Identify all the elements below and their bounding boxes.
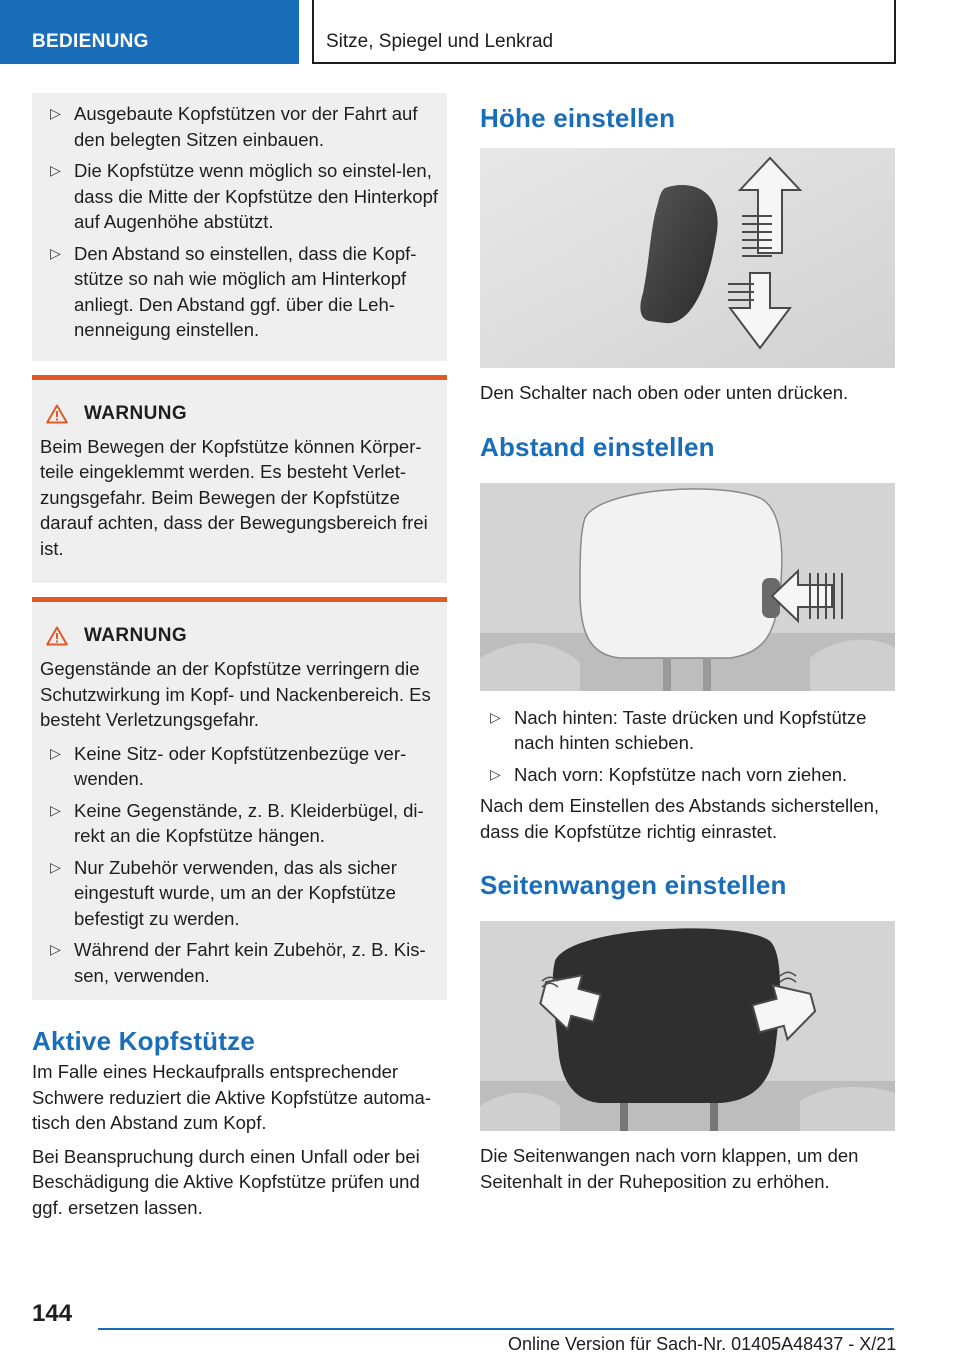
footer-rule xyxy=(98,1328,894,1330)
abstand-note: Nach dem Einstellen des Abstands sicherstellen, dass die Kopfstütze richtig einrastet. xyxy=(480,795,879,842)
aktive-paragraph-2: Bei Beanspruchung durch einen Unfall oder bei Beschädigung die Aktive Kopfstütze prüfen und ggf. ersetzen lassen. xyxy=(32,1145,420,1218)
section-heading-aktive: Aktive Kopfstütze xyxy=(32,1026,255,1056)
section-tab: BEDIENUNG xyxy=(0,0,299,64)
triangle-bullet-icon: ▷ xyxy=(50,744,61,761)
warning-label: WARNUNG xyxy=(84,625,188,646)
triangle-bullet-icon: ▷ xyxy=(490,765,501,782)
list-item xyxy=(40,798,439,849)
triangle-bullet-icon: ▷ xyxy=(50,244,61,261)
intro-box xyxy=(32,93,447,361)
triangle-bullet-icon: ▷ xyxy=(50,105,61,121)
distance-button-illustration xyxy=(480,483,895,691)
intro-list xyxy=(40,101,439,343)
page-number: 144 xyxy=(32,1300,73,1327)
triangle-bullet-icon: ▷ xyxy=(50,801,61,818)
list-item-text: Nach hinten: Taste drücken und Kopfstütze nach hinten schieben. xyxy=(514,706,867,753)
warning-header xyxy=(46,622,439,650)
list-item-text: Während der Fahrt kein Zubehör, z. B. Kis-sen, verwenden. xyxy=(74,939,426,986)
list-item-text: Keine Gegenstände, z. B. Kleiderbügel, di-rekt an die Kopfstütze hängen. xyxy=(74,799,424,846)
list-item xyxy=(40,741,439,792)
warning-header xyxy=(46,400,439,428)
seiten-caption: Die Seitenwangen nach vorn klappen, um den Seitenhalt in der Ruheposition zu erhöhen. xyxy=(480,1145,859,1192)
list-item xyxy=(40,241,439,343)
abstand-list xyxy=(480,705,895,788)
online-version-text: Online Version für Sach-Nr. 01405A48437 - X/21 xyxy=(508,1334,897,1354)
warning-triangle-icon xyxy=(46,404,68,424)
page-header xyxy=(0,0,960,66)
side-bolster-illustration xyxy=(480,921,895,1131)
side-bolster-image xyxy=(480,921,895,1131)
list-item-text: Keine Sitz- oder Kopfstützenbezüge ver-wenden. xyxy=(74,742,407,789)
warning-list xyxy=(40,741,439,989)
chapter-title: Sitze, Spiegel und Lenkrad xyxy=(312,0,896,64)
list-item xyxy=(40,937,439,988)
warning-triangle-icon xyxy=(46,626,68,646)
list-item-text: Die Kopfstütze wenn möglich so einstel-len, dass die Mitte der Kopfstütze den Hinterkopf auf Augenhöhe abstützt. xyxy=(74,160,439,232)
left-column xyxy=(32,93,447,1228)
triangle-bullet-icon: ▷ xyxy=(50,162,61,178)
list-item-text: Nur Zubehör verwenden, das als sicher eingestuft wurde, um an der Kopfstütze befestigt zu werden. xyxy=(74,856,397,929)
right-column xyxy=(480,93,895,1202)
list-item xyxy=(40,855,439,932)
section-heading-hoehe: Höhe einstellen xyxy=(480,103,676,133)
headrest-distance-image xyxy=(480,483,895,691)
warning-box-objects xyxy=(32,597,447,1000)
section-heading-abstand: Abstand einstellen xyxy=(480,431,715,462)
aktive-paragraph-1: Im Falle eines Heckaufpralls entsprechender Schwere reduziert die Aktive Kopfstütze automa-tisch den Abstand zum Kopf. xyxy=(32,1061,431,1133)
list-item-text: Ausgebaute Kopfstützen vor der Fahrt auf den belegten Sitzen einbauen. xyxy=(74,103,418,150)
list-item-text: Nach vorn: Kopfstütze nach vorn ziehen. xyxy=(514,763,848,785)
warning-text: Beim Bewegen der Kopfstütze können Körper-teile eingeklemmt werden. Es besteht Verlet-zungsgefahr. Beim Bewegen der Kopfstütze darauf achten, dass der Bewegungsbereich frei ist. xyxy=(40,435,428,559)
hoehe-caption: Den Schalter nach oben oder unten drücken. xyxy=(480,382,849,403)
warning-label: WARNUNG xyxy=(84,402,188,424)
list-item xyxy=(480,762,895,788)
triangle-bullet-icon: ▷ xyxy=(50,941,61,957)
warning-text: Gegenstände an der Kopfstütze verringern die Schutzwirkung im Kopf- und Nackenbereich. Es besteht Verletzungsgefahr. xyxy=(40,658,431,730)
list-item-text: Den Abstand so einstellen, dass die Kopf-stütze so nah wie möglich am Hinterkopf anliegt. Den Abstand ggf. über die Leh-nenneigung einstellen. xyxy=(74,242,417,340)
triangle-bullet-icon: ▷ xyxy=(50,858,61,875)
headrest-height-switch-image xyxy=(480,148,895,368)
section-heading-seiten: Seitenwangen einstellen xyxy=(480,870,787,900)
warning-box-pinch xyxy=(32,375,447,584)
list-item xyxy=(40,101,439,152)
height-switch-illustration xyxy=(480,148,895,368)
list-item xyxy=(40,158,439,235)
triangle-bullet-icon: ▷ xyxy=(490,708,501,725)
list-item xyxy=(480,705,895,756)
